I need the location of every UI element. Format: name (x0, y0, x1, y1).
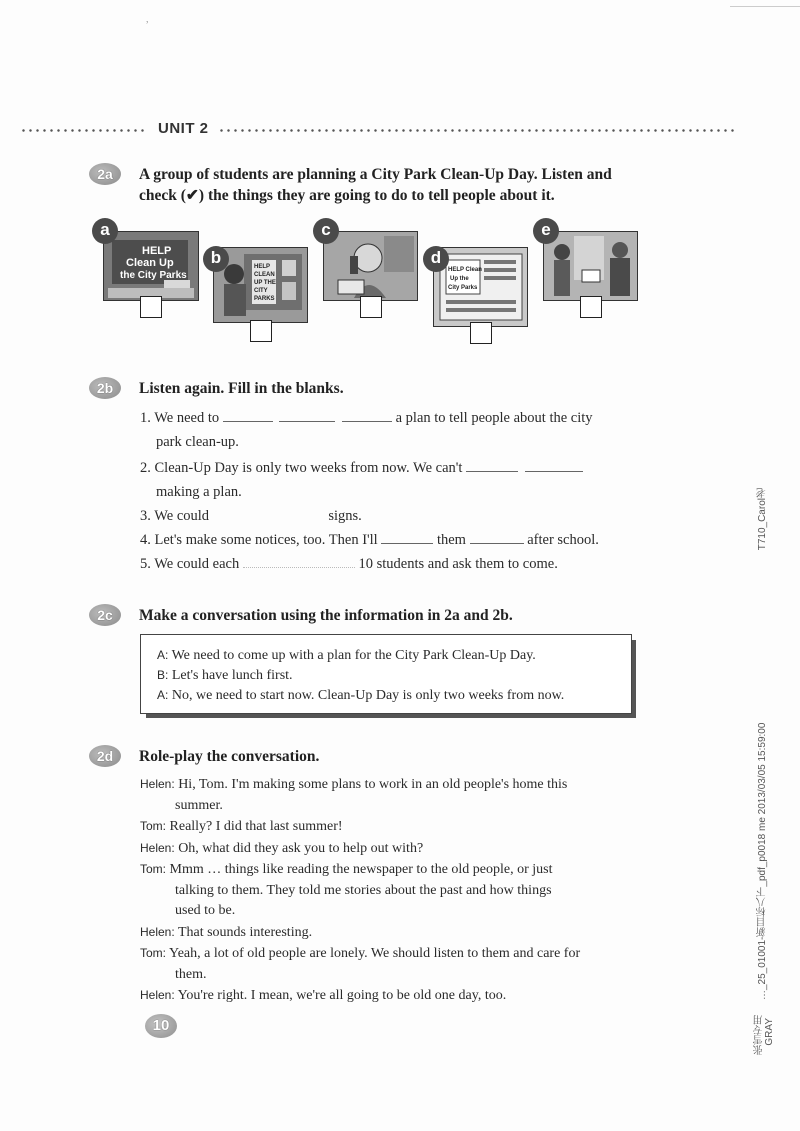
blank-1c[interactable] (342, 407, 392, 422)
instruction-2b: Listen again. Fill in the blanks. (139, 380, 344, 397)
dialogue-line-continued: summer. (175, 797, 223, 813)
badge-2a: 2a (89, 163, 121, 185)
fill-in-list (140, 406, 660, 576)
unit-title: UNIT 2 (158, 120, 209, 137)
blank-5[interactable] (243, 553, 355, 568)
badge-2c: 2c (89, 604, 121, 626)
checkbox-e[interactable] (580, 296, 602, 318)
instruction-2d: Role-play the conversation. (139, 748, 320, 765)
list-item: 2. Clean-Up Day is only two weeks from now. We can't (140, 456, 660, 480)
conversation-line: B: Let's have lunch first. (157, 668, 293, 683)
list-item: 3. We could signs. (140, 508, 362, 524)
picture-b-sign-line4: CITY (254, 288, 268, 294)
conversation-line: A: No, we need to start now. Clean-Up Day is only two weeks from now. (157, 688, 565, 703)
blank-3[interactable] (213, 506, 325, 520)
checkbox-c[interactable] (360, 296, 382, 318)
picture-b-sign-line2: CLEAN (254, 272, 275, 278)
dotted-rule-right (218, 129, 738, 132)
picture-d-sign-line1: HELP Clean (448, 267, 482, 273)
list-item: 5. We could each 10 students and ask them to come. (140, 552, 660, 576)
page-number: 10 (145, 1014, 177, 1038)
picture-c-phone-call (323, 231, 418, 301)
picture-a-letter: a (92, 218, 118, 244)
checkbox-a[interactable] (140, 296, 162, 318)
dialogue-line-continued: them. (175, 966, 207, 982)
conversation-line: A: We need to come up with a plan for the City Park Clean-Up Day. (157, 648, 536, 663)
dialogue-line: Helen: That sounds interesting. (140, 924, 313, 940)
list-item: 4. Let's make some notices, too. Then I'll them after school. (140, 528, 660, 552)
instruction-2a-line2: check (✔) the things they are going to do to tell people about it. (139, 187, 555, 204)
picture-a-sign-line1: HELP (142, 245, 172, 257)
conversation-box (140, 634, 632, 714)
picture-e-letter: e (533, 218, 559, 244)
dialogue-line-continued: talking to them. They told me stories about the past and how things (175, 882, 552, 898)
dialogue-line: Helen: Hi, Tom. I'm making some plans to work in an old people's home this (140, 777, 568, 792)
checkbox-b[interactable] (250, 320, 272, 342)
list-item: 1. We need to a plan to tell people about the city (140, 406, 660, 430)
dialogue-line-continued: used to be. (175, 903, 236, 918)
side-note-top: T710_Carol老 (757, 488, 768, 551)
picture-b-sign-line5: PARKS (254, 296, 275, 302)
instruction-2a-line1: A group of students are planning a City Park Clean-Up Day. Listen and (139, 166, 612, 183)
picture-a-sign-line2: Clean Up (126, 257, 174, 269)
badge-2d: 2d (89, 745, 121, 767)
dialogue-line: Tom: Really? I did that last summer! (140, 819, 343, 834)
role-play-dialogue (140, 774, 650, 1007)
picture-c-letter: c (313, 218, 339, 244)
blank-2a[interactable] (466, 457, 518, 472)
dialogue-line: Helen: Oh, what did they ask you to help out with? (140, 840, 424, 856)
instruction-2a (139, 164, 659, 206)
picture-a-poster (103, 231, 199, 301)
blank-1b[interactable] (279, 407, 335, 422)
picture-a-sign-line3: the City Parks (120, 270, 187, 281)
dialogue-line: Tom: Yeah, a lot of old people are lonely. We should listen to them and care for (140, 946, 581, 961)
blank-2b[interactable] (525, 457, 583, 472)
badge-2b: 2b (89, 377, 121, 399)
list-item-continued: park clean-up. (156, 434, 239, 450)
unit-header (20, 120, 750, 140)
picture-d-letter: d (423, 246, 449, 272)
checkbox-d[interactable] (470, 322, 492, 344)
picture-b-letter: b (203, 246, 229, 272)
instruction-2c: Make a conversation using the information in 2a and 2b. (139, 607, 513, 624)
picture-b-sign-line3: UP THE (254, 280, 276, 286)
picture-b-sign-line1: HELP (254, 264, 271, 270)
picture-e-handing-flyer (543, 231, 638, 301)
picture-d-sign-line2: Up the (450, 276, 469, 282)
side-note-bottom-1: 张雪专用 (754, 1015, 765, 1055)
blank-4b[interactable] (470, 529, 524, 544)
dialogue-line: Tom: Mmm … things like reading the newspaper to the old people, or just (140, 862, 553, 877)
dialogue-line: Helen: You're right. I mean, we're all going to be old one day, too. (140, 988, 507, 1003)
side-note-middle: …_25_01001-新目标八下_pdf_p0018 me 2013/03/05 15:59:00 (757, 722, 768, 1000)
blank-4a[interactable] (381, 529, 433, 544)
blank-1a[interactable] (223, 407, 273, 422)
top-rule (730, 6, 800, 7)
picture-d-sign-line3: City Parks (448, 285, 478, 291)
stray-mark: , (146, 14, 149, 25)
dotted-rule-left (20, 129, 144, 132)
list-item-continued: making a plan. (156, 484, 242, 500)
side-note-bottom-2: GRAY (764, 1018, 775, 1046)
